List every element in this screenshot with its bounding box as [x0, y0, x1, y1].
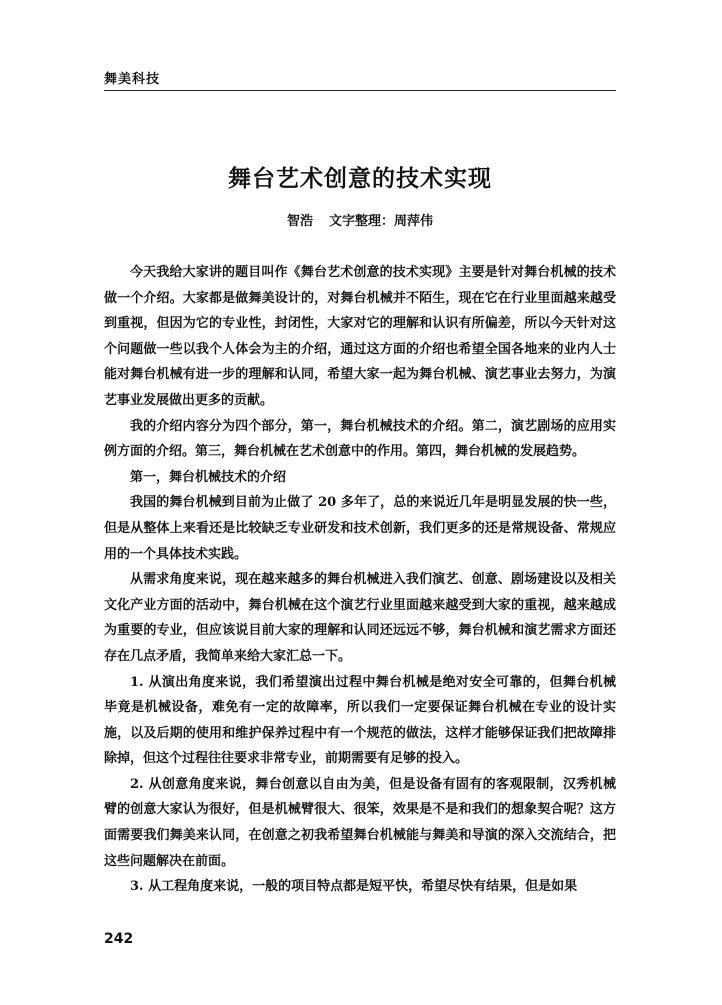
paragraph: 2. 从创意角度来说，舞台创意以自由为美，但是设备有固有的客观限制，汉秀机械臂的创意大家认为很好，但是机械臂很大、很笨，效果是不是和我们的想象契合呢？这方面需要我们舞美来认同，在创意之初我希望舞台机械能与舞美和导演的深入交流结合，把这些问题解决在前面。	[104, 776, 616, 869]
paragraph: 今天我给大家讲的题目叫作《舞台艺术创意的技术实现》主要是针对舞台机械的技术做一个介绍。大家都是做舞美设计的，对舞台机械并不陌生，现在它在行业里面越来越受到重视，但因为它的专业性，封闭性，大家对它的理解和认识有所偏差，所以今天针对这个问题做一些以我个人体会为主的介绍，通过这方面的介绍也希望全国各地来的业内人士能对舞台机械有进一步的理解和认同，希望大家一起为舞台机械、演艺事业去努力，为演艺事业发展做出更多的贡献。	[104, 265, 616, 408]
section-heading: 第一，舞台机械技术的介绍	[130, 469, 287, 485]
paragraph: 3. 从工程角度来说，一般的项目特点都是短平快，希望尽快有结果，但是如果	[130, 879, 578, 895]
editor-credit: 文字整理：周萍伟	[329, 214, 434, 229]
section-label: 舞美科技	[104, 72, 161, 87]
paragraph: 1. 从演出角度来说，我们希望演出过程中舞台机械是绝对安全可靠的，但舞台机械毕竟是机械设备，难免有一定的故障率，所以我们一定要保证舞台机械在专业的设计实施，以及后期的使用和维护保养过程中有一个规范的做法，这样才能够保证我们把故障排除掉，但这个过程往往要求非常专业，前期需要有足够的投入。	[104, 674, 616, 767]
paragraph: 我的介绍内容分为四个部分，第一，舞台机械技术的介绍。第二，演艺剧场的应用实例方面的介绍。第三，舞台机械在艺术创意中的作用。第四，舞台机械的发展趋势。	[104, 418, 616, 460]
page-number: 242	[104, 931, 134, 947]
running-header	[104, 66, 616, 91]
paragraph: 从需求角度来说，现在越来越多的舞台机械进入我们演艺、创意、剧场建设以及相关文化产业方面的活动中，舞台机械在这个演艺行业里面越来越受到大家的重视，越来越成为重要的专业，但应该说目前大家的理解和认同还远远不够，舞台机械和演艺需求方面还存在几点矛盾，我简单来给大家汇总一下。	[104, 572, 616, 664]
byline	[104, 210, 616, 229]
article-title: 舞台艺术创意的技术实现	[228, 166, 492, 192]
article-body	[104, 260, 616, 900]
paragraph: 我国的舞台机械到目前为止做了 20 多年了，总的来说近几年是明显发展的快一些，但是从整体上来看还是比较缺乏专业研发和技术创新，我们更多的还是常规设备、常规应用的一个具体技术实践。	[104, 495, 616, 562]
author: 智浩	[286, 214, 313, 229]
